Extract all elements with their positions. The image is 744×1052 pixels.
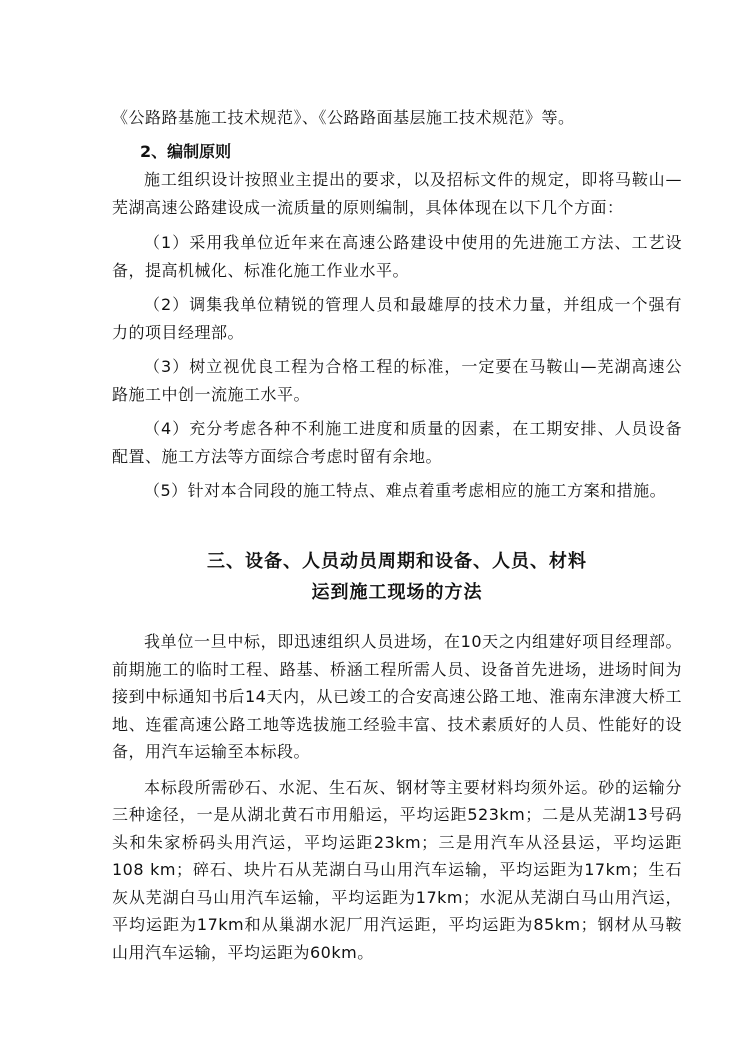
section-2-intro: 施工组织设计按照业主提出的要求，以及招标文件的规定，即将马鞍山—芜湖高速公路建设成一流质量的原则编制，具体体现在以下几个方面： (112, 170, 682, 217)
section-2-title: 2、编制原则 (140, 142, 232, 161)
principle-item: （3）树立视优良工程为合格工程的标准，一定要在马鞍山—芜湖高速公路施工中创一流施工水平。 (112, 357, 682, 404)
section-3-title-line-1: 三、设备、人员动员周期和设备、人员、材料 (207, 551, 587, 572)
intro-line: 《公路路基施工技术规范》、《公路路面基层施工技术规范》等。 (112, 108, 575, 127)
principle-item: （1）采用我单位近年来在高速公路建设中使用的先进施工方法、工艺设备，提高机械化、标准化施工作业水平。 (112, 233, 682, 280)
section-3-heading (112, 546, 682, 608)
mobilization-paragraph: 我单位一旦中标，即迅速组织人员进场，在10天之内组建好项目经理部。前期施工的临时工程、路基、桥涵工程所需人员、设备首先进场，进场时间为接到中标通知书后14天内，从已竣工的合安高速公路工地、淮南东津渡大桥工地、连霍高速公路工地等选拔施工经验丰富、技术素质好的人员、性能好的设备，用汽车运输至本标段。 (112, 632, 682, 761)
section-2-body (112, 166, 682, 505)
section-3-title-line-2: 运到施工现场的方法 (311, 582, 483, 603)
section-3-body (112, 628, 682, 966)
materials-paragraph: 本标段所需砂石、水泥、生石灰、钢材等主要材料均须外运。砂的运输分三种途径，一是从湖北黄石市用船运，平均运距523km；二是从芜湖13号码头和朱家桥码头用汽运，平均运距23km；三是用汽车从泾县运，平均运距108 km；碎石、块片石从芜湖白马山用汽车运输，平均运距为17km；生石灰从芜湖白马山用汽车运输，平均运距为17km；水泥从芜湖白马山用汽运，平均运距为17km和从巢湖水泥厂用汽运距，平均运距为85km；钢材从马鞍山用汽车运输，平均运距为60km。 (112, 777, 682, 962)
principle-item: （2）调集我单位精锐的管理人员和最雄厚的技术力量，并组成一个强有力的项目经理部。 (112, 295, 682, 342)
principle-item: （4）充分考虑各种不利施工进度和质量的因素，在工期安排、人员设备配置、施工方法等方面综合考虑时留有余地。 (112, 419, 682, 466)
principle-item: （5）针对本合同段的施工特点、难点着重考虑相应的施工方案和措施。 (144, 481, 667, 500)
